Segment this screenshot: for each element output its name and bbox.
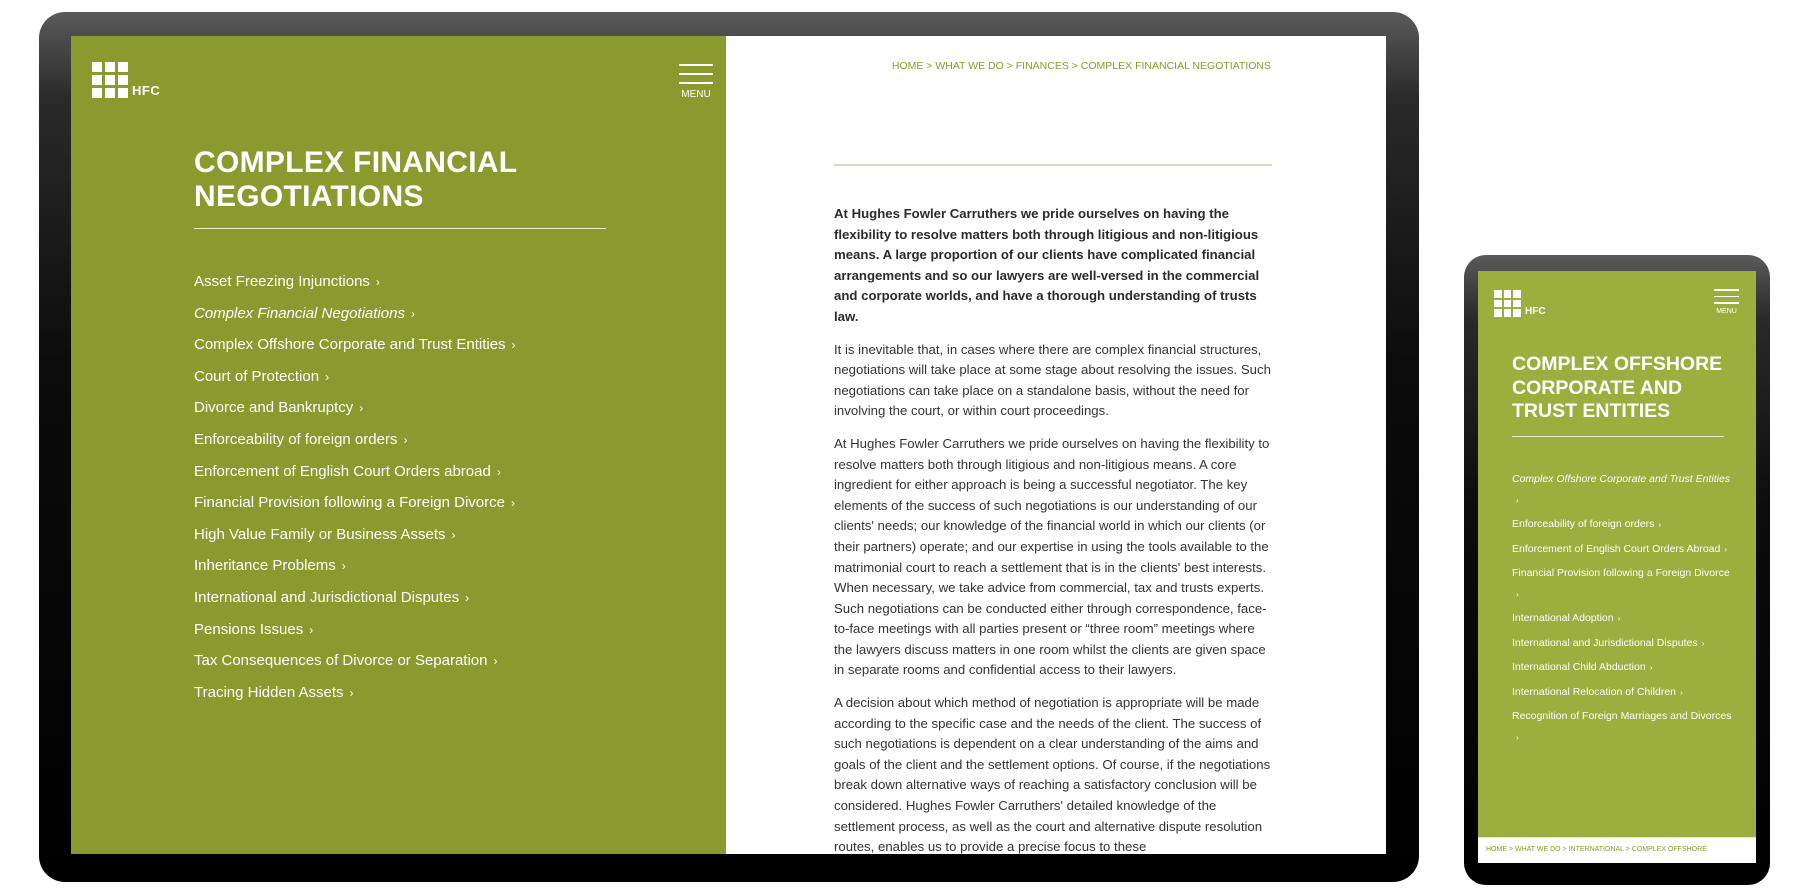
service-nav-label: International Adoption [1512,612,1614,624]
mobile-logo-text: HFC [1525,306,1546,317]
service-nav-item[interactable] [194,588,516,608]
site-logo[interactable] [92,62,160,98]
service-nav-label: International Relocation of Children [1512,685,1677,698]
chevron-right-icon: › [1724,544,1728,554]
service-nav-item[interactable] [194,430,516,450]
grid-logo-icon [92,62,128,98]
service-nav-label: Recognition of Foreign Marriages and Divorces [1512,710,1732,722]
chevron-right-icon: › [1649,663,1653,672]
body-paragraph: At Hughes Fowler Carruthers we pride ourselves on having the flexibility to resolve matters both through litigious and non-litigious means. A core ingredient for either approach is being a successful negotiator. The key elements of the success of such negotiations is our understanding of our clients' needs; our knowledge of the financial world in which our clients (or their partners) operate; and our expertise in using the tools available to the matrimonial court to reach a settlement that is in the clients' best interests. When necessary, we take advice from commercial, tax and trusts experts. Such negotiations can be conducted either through correspondence, face-to-face meetings with all parties present or “three room” meetings where the lawyers discuss matters in one room whilst the clients are given space in separate rooms and confidential access to their lawyers. [834,435,1270,678]
service-nav-label: Tax Consequences of Divorce or Separation [194,652,488,670]
service-nav-item[interactable] [1512,563,1732,605]
service-nav-item[interactable] [194,367,516,387]
service-nav-label: Complex Offshore Corporate and Trust Entities [194,336,506,354]
phone-screen [1478,271,1756,863]
chevron-right-icon: › [1658,520,1662,529]
service-nav-label: Tracing Hidden Assets [194,683,344,701]
page-title: COMPLEX FINANCIAL NEGOTIATIONS [194,146,606,229]
chevron-right-icon: › [349,685,354,700]
service-nav-label: Court of Protection [194,367,320,385]
chevron-right-icon: › [325,369,330,384]
chevron-right-icon: › [410,306,415,321]
green-nav-panel [71,36,726,854]
service-nav-list [194,272,516,714]
service-nav-label: Pensions Issues [194,620,304,638]
service-nav-label: Enforcement of English Court Orders Abroad [1512,542,1721,555]
service-nav-item[interactable] [194,651,516,671]
content-divider [834,164,1272,166]
service-nav-label: Divorce and Bankruptcy [194,399,354,417]
chevron-right-icon: › [1516,732,1519,742]
chevron-right-icon: › [1516,589,1519,599]
service-nav-label: International and Jurisdictional Disputes [194,588,460,606]
chevron-right-icon: › [1701,638,1705,648]
service-nav-label: Complex Financial Negotiations [194,304,405,322]
service-nav-item[interactable] [194,462,516,482]
menu-button[interactable] [679,64,713,100]
service-nav-label: International and Jurisdictional Disputes [1512,636,1698,649]
body-paragraph: It is inevitable that, in cases where there are complex financial structures, negotiations will take place at some stage about resolving the issues. Such negotiations can take place on a standalone basis, without the need for involving the court, or within court proceedings. [834,341,1271,419]
chevron-right-icon: › [1617,614,1621,623]
service-nav-item[interactable] [194,683,516,703]
tablet-screen [71,36,1386,854]
body-paragraph: A decision about which method of negotiation is appropriate will be made according to the specific case and the needs of the client. The success of such negotiations is dependent on a clear understanding of the aims and goals of the client and the settlement options. Of course, if the negotiations break down alternative ways of reaching a satisfactory conclusion will be considered. Hughes Fowler Carruthers' detailed knowledge of the settlement process, as well as the court and alternative dispute resolution routes, enables us to provide a precise focus to these [834,695,1271,854]
chevron-right-icon: › [511,338,516,353]
service-nav-label: Enforceability of foreign orders [1512,518,1655,530]
service-nav-item[interactable] [1512,608,1732,630]
service-nav-item[interactable] [1512,706,1732,748]
chevron-right-icon: › [341,559,346,574]
service-nav-item[interactable] [194,493,516,513]
tablet-device [39,12,1419,882]
mobile-breadcrumb[interactable]: HOME > WHAT WE DO > INTERNATIONAL > COMPLEX OFFSHORE [1486,846,1707,853]
service-nav-label: Complex Offshore Corporate and Trust Entities [1512,473,1731,485]
mobile-service-nav-list [1512,469,1732,751]
menu-label: MENU [681,89,711,100]
service-nav-label: Asset Freezing Injunctions [194,273,370,290]
article-body [834,204,1274,854]
service-nav-item[interactable] [1512,539,1732,561]
service-nav-label: Financial Provision following a Foreign Divorce [1512,567,1730,579]
service-nav-label: Financial Provision following a Foreign Divorce [194,494,505,512]
service-nav-item[interactable] [1512,469,1732,511]
hamburger-icon [1714,289,1739,304]
service-nav-item[interactable] [194,620,516,640]
chevron-right-icon: › [375,275,380,289]
service-nav-item[interactable] [194,272,516,292]
service-nav-item[interactable] [1512,633,1732,655]
service-nav-item[interactable] [1512,514,1732,536]
service-nav-label: Enforceability of foreign orders [194,430,398,448]
logo-text: HFC [132,83,161,98]
hamburger-icon [679,64,713,84]
service-nav-item[interactable] [1512,682,1732,704]
service-nav-label: International Child Abduction [1512,661,1646,673]
mobile-page-title: COMPLEX OFFSHORE CORPORATE AND TRUST ENTITIES [1512,353,1724,437]
chevron-right-icon: › [465,590,470,605]
service-nav-item[interactable] [1512,657,1732,679]
service-nav-item[interactable] [194,398,516,418]
mobile-breadcrumb-bar [1478,837,1756,863]
breadcrumb[interactable]: HOME > WHAT WE DO > FINANCES > COMPLEX FINANCIAL NEGOTIATIONS [891,60,1271,72]
chevron-right-icon: › [309,622,314,637]
chevron-right-icon: › [1516,495,1519,505]
mobile-site-logo[interactable] [1494,290,1546,317]
mobile-menu-label: MENU [1716,307,1737,315]
service-nav-label: High Value Family or Business Assets [194,525,446,543]
lead-paragraph: At Hughes Fowler Carruthers we pride ourselves on having the flexibility to resolve matters both through litigious and non-litigious means. A large proportion of our clients have complicated financial arrangements and so our lawyers are well-versed in the commercial and corporate worlds, and have a thorough understanding of trusts law. [834,206,1260,324]
chevron-right-icon: › [359,401,364,416]
service-nav-label: Enforcement of English Court Orders abroad [194,462,491,480]
chevron-right-icon: › [493,654,498,669]
chevron-right-icon: › [496,464,501,479]
service-nav-item[interactable] [194,556,516,576]
phone-device [1464,255,1770,885]
service-nav-item[interactable] [194,525,516,545]
grid-logo-icon [1494,290,1521,317]
service-nav-item[interactable] [194,335,516,355]
content-panel [726,36,1386,854]
service-nav-item[interactable] [194,304,516,324]
chevron-right-icon: › [451,527,456,542]
service-nav-label: Inheritance Problems [194,557,336,575]
chevron-right-icon: › [1680,687,1683,697]
chevron-right-icon: › [510,496,515,511]
chevron-right-icon: › [403,432,408,447]
mobile-menu-button[interactable] [1714,289,1739,315]
